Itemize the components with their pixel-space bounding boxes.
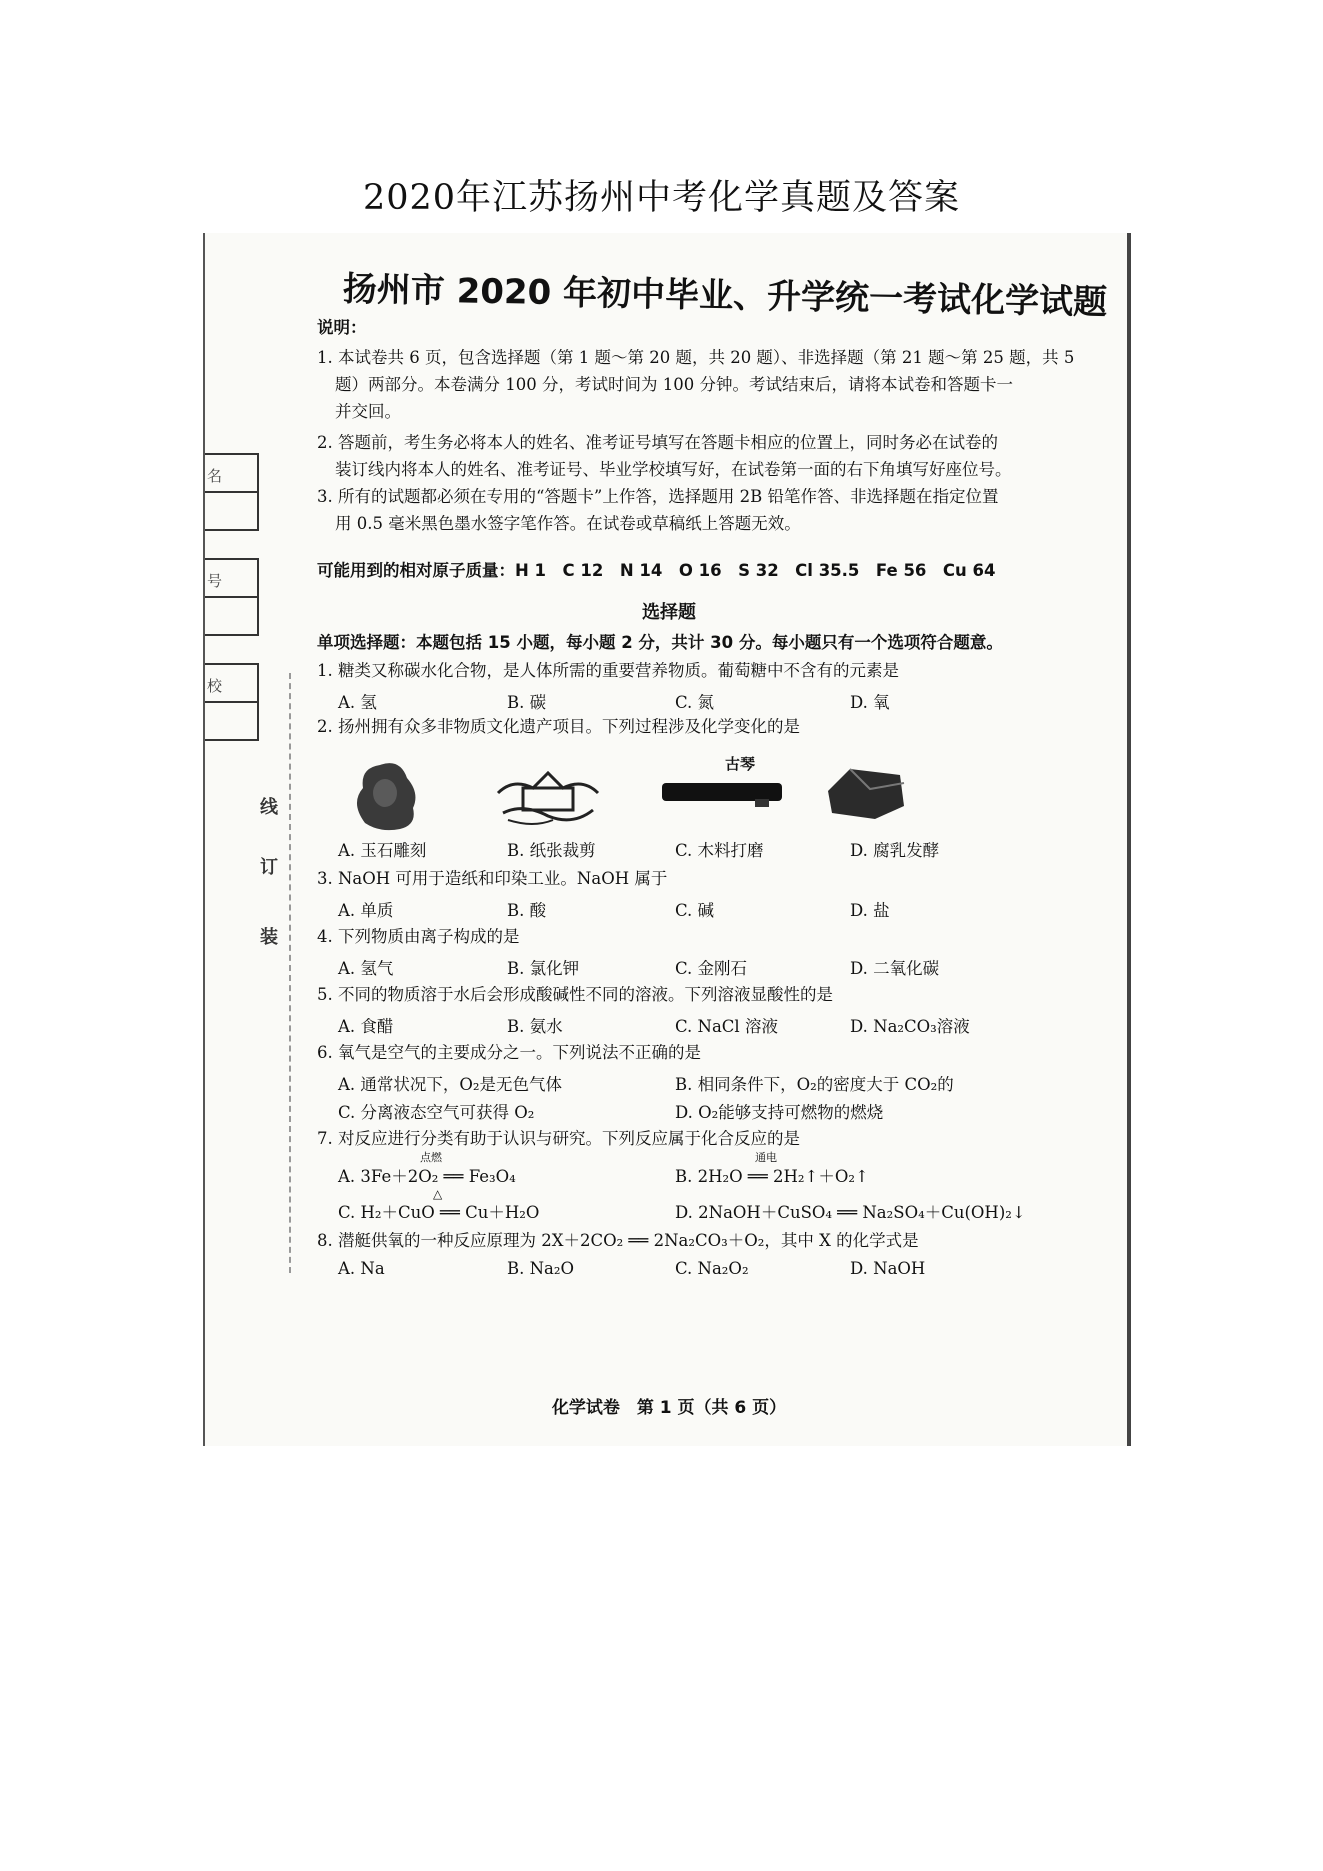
option: C. H₂＋CuO ══ Cu＋H₂O: [338, 1203, 540, 1222]
option: B. 氨水: [507, 1017, 563, 1036]
option: D. Na₂CO₃溶液: [850, 1017, 970, 1036]
instruction-line: 并交回。: [335, 402, 401, 421]
option: D. 2NaOH＋CuSO₄ ══ Na₂SO₄＋Cu(OH)₂↓: [675, 1203, 1026, 1222]
binding-label-xian: 线: [260, 797, 278, 818]
option: A. Na: [338, 1259, 385, 1278]
jade-carving-image: [345, 753, 425, 833]
option: B. 纸张裁剪: [507, 841, 596, 860]
option: D. 盐: [850, 901, 890, 920]
option: B. 2H₂O ══ 2H₂↑＋O₂↑: [675, 1167, 869, 1186]
option: B. 酸: [507, 901, 547, 920]
paper-cutting-image: [493, 758, 603, 828]
option: B. Na₂O: [507, 1259, 575, 1278]
condition-electrolysis: 通电: [755, 1151, 777, 1164]
option: A. 3Fe＋2O₂ ══ Fe₃O₄: [338, 1167, 516, 1186]
option: A. 单质: [338, 901, 394, 920]
option: C. 碱: [675, 901, 715, 920]
option: A. 通常状况下，O₂是无色气体: [338, 1075, 563, 1094]
binding-label-ding: 订: [260, 857, 278, 878]
option: A. 玉石雕刻: [338, 841, 427, 860]
option: D. NaOH: [850, 1259, 926, 1278]
question-3-stem: 3. NaOH 可用于造纸和印染工业。NaOH 属于: [317, 869, 668, 888]
condition-heat: △: [433, 1187, 443, 1201]
scanned-exam-page: [203, 233, 1131, 1446]
instruction-line: 用 0.5 毫米黑色墨水签字笔作答。在试卷或草稿纸上答题无效。: [335, 514, 801, 533]
document-title: 2020年江苏扬州中考化学真题及答案: [362, 178, 961, 218]
margin-label-name: 名: [207, 467, 223, 485]
instruction-line: 2. 答题前，考生务必将本人的姓名、准考证号填写在答题卡相应的位置上，同时务必在试卷的: [317, 433, 998, 452]
instruction-line: 3. 所有的试题都必须在专用的“答题卡”上作答，选择题用 2B 铅笔作答、非选择题在指定位置: [317, 487, 999, 506]
instruction-line: 题）两部分。本卷满分 100 分，考试时间为 100 分钟。考试结束后，请将本试卷和答题卡一: [335, 375, 1013, 394]
option: C. 木料打磨: [675, 841, 764, 860]
section-intro: 单项选择题：本题包括 15 小题，每小题 2 分，共计 30 分。每小题只有一个选项符合题意。: [317, 633, 1003, 652]
question-4-stem: 4. 下列物质由离子构成的是: [317, 927, 520, 946]
fermented-tofu-image: [820, 761, 910, 823]
option: D. 腐乳发酵: [850, 841, 940, 860]
binding-line: [289, 673, 291, 1273]
guqin-caption: 古琴: [725, 755, 756, 773]
question-1-stem: 1. 糖类又称碳水化合物，是人体所需的重要营养物质。葡萄糖中不含有的元素是: [317, 661, 899, 680]
margin-label-number: 号: [207, 572, 223, 590]
page-footer: 化学试卷 第 1 页（共 6 页）: [551, 1398, 787, 1418]
option: A. 食醋: [338, 1017, 394, 1036]
question-7-stem: 7. 对反应进行分类有助于认识与研究。下列反应属于化合反应的是: [317, 1129, 800, 1148]
condition-ignite: 点燃: [420, 1151, 442, 1164]
section-title: 选择题: [642, 602, 696, 623]
option: C. 氮: [675, 693, 715, 712]
question-5-stem: 5. 不同的物质溶于水后会形成酸碱性不同的溶液。下列溶液显酸性的是: [317, 985, 833, 1004]
option: C. 金刚石: [675, 959, 748, 978]
instructions-heading: 说明：: [317, 318, 367, 337]
question-8-stem: 8. 潜艇供氧的一种反应原理为 2X＋2CO₂ ══ 2Na₂CO₃＋O₂，其中 X 的化学式是: [317, 1231, 919, 1250]
margin-label-school: 校: [207, 677, 223, 695]
option: C. 分离液态空气可获得 O₂: [338, 1103, 535, 1122]
question-2-stem: 2. 扬州拥有众多非物质文化遗产项目。下列过程涉及化学变化的是: [317, 717, 800, 736]
option: D. O₂能够支持可燃物的燃烧: [675, 1103, 884, 1122]
option: A. 氢气: [338, 959, 394, 978]
atomic-masses: 可能用到的相对原子质量：H 1 C 12 N 14 O 16 S 32 Cl 35.5 Fe 56 Cu 64: [317, 561, 996, 580]
option: D. 氧: [850, 693, 890, 712]
binding-label-zhuang: 装: [260, 927, 278, 948]
option: B. 氯化钾: [507, 959, 580, 978]
paper-title: 扬州市 2020 年初中毕业、升学统一考试化学试题: [342, 269, 1108, 323]
option: C. NaCl 溶液: [675, 1017, 778, 1036]
guqin-image: [660, 773, 785, 813]
instruction-line: 1. 本试卷共 6 页，包含选择题（第 1 题～第 20 题，共 20 题）、非选择题（第 21 题～第 25 题，共 5: [317, 348, 1075, 367]
option: B. 相同条件下，O₂的密度大于 CO₂的: [675, 1075, 954, 1094]
option: D. 二氧化碳: [850, 959, 940, 978]
option: B. 碳: [507, 693, 547, 712]
instruction-line: 装订线内将本人的姓名、准考证号、毕业学校填写好，在试卷第一面的右下角填写好座位号。: [335, 460, 1012, 479]
option: A. 氢: [338, 693, 377, 712]
option: C. Na₂O₂: [675, 1259, 749, 1278]
question-6-stem: 6. 氧气是空气的主要成分之一。下列说法不正确的是: [317, 1043, 701, 1062]
